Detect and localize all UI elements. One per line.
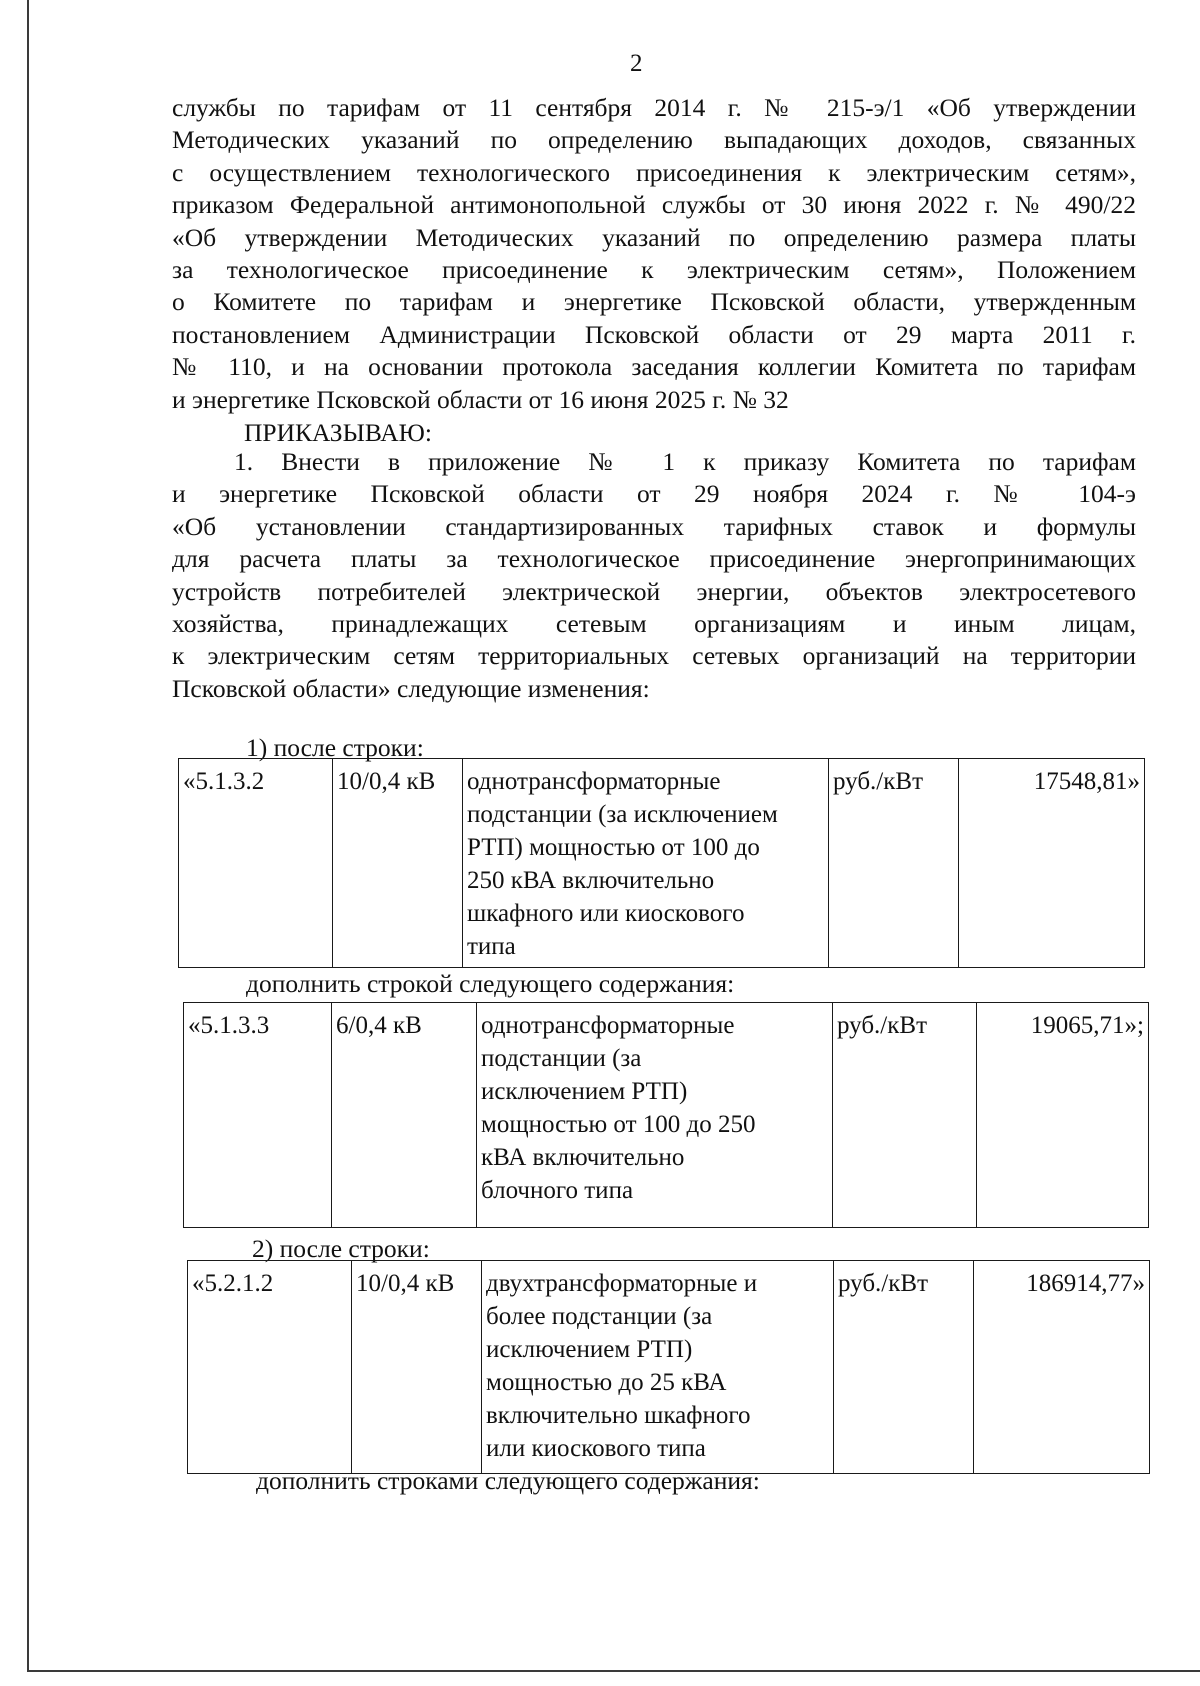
description-line: подстанции (за исключением <box>467 801 778 828</box>
description-line: 250 кВА включительно <box>467 867 715 894</box>
after-row-label-2: 2) после строки: <box>252 1234 430 1263</box>
text-line: и энергетике Псковской области от 29 ноября 2024 г. № 104-э <box>172 479 1136 509</box>
description-line: включительно шкафного <box>486 1402 751 1429</box>
text-line: для расчета платы за технологическое присоединение энергопринимающих <box>172 544 1136 574</box>
description-line: однотрансформаторные <box>481 1012 735 1039</box>
row-voltage: 10/0,4 кВ <box>333 759 463 968</box>
row-code: «5.1.3.3 <box>184 1003 332 1228</box>
row-code: «5.1.3.2 <box>179 759 333 968</box>
text-line: с осуществлением технологического присоединения к электрическим сетям», <box>172 157 1136 187</box>
description-line: двухтрансформаторные и <box>486 1270 758 1297</box>
table-row <box>179 759 1145 968</box>
text-line: № 110, и на основании протокола заседания коллегии Комитета по тарифам <box>172 352 1136 382</box>
tariff-table-2 <box>183 1002 1149 1228</box>
text-line: приказом Федеральной антимонопольной службы от 30 июня 2022 г. № 490/22 <box>172 190 1136 220</box>
description-line: исключением РТП) <box>481 1078 688 1105</box>
description-line: однотрансформаторные <box>467 768 721 795</box>
description-line: РТП) мощностью от 100 до <box>467 834 760 861</box>
tariff-table-1 <box>178 758 1145 968</box>
order-heading: ПРИКАЗЫВАЮ: <box>244 418 432 447</box>
row-unit: руб./кВт <box>829 759 959 968</box>
add-row-label-1: дополнить строкой следующего содержания: <box>246 969 735 998</box>
table-row <box>184 1003 1149 1228</box>
row-code: «5.2.1.2 <box>188 1261 352 1474</box>
text-line: о Комитете по тарифам и энергетике Псковской области, утвержденным <box>172 287 1136 317</box>
page-left-border <box>27 0 29 1672</box>
description-line: более подстанции (за <box>486 1303 713 1330</box>
text-line: «Об установлении стандартизированных тарифных ставок и формулы <box>172 511 1136 541</box>
item-1-paragraph <box>172 446 1136 705</box>
row-description <box>482 1261 834 1474</box>
intro-paragraph <box>172 92 1136 416</box>
description-line: мощностью до 25 кВА <box>486 1369 727 1396</box>
description-line: мощностью от 100 до 250 <box>481 1111 756 1138</box>
add-rows-label-2: дополнить строками следующего содержания: <box>256 1466 760 1495</box>
table-row <box>188 1261 1150 1474</box>
description-line: шкафного или киоскового <box>467 900 745 927</box>
text-line: хозяйства, принадлежащих сетевым организациям и иным лицам, <box>172 609 1136 639</box>
description-line: или киоскового типа <box>486 1435 706 1462</box>
description-line: подстанции (за <box>481 1045 642 1072</box>
text-line: за технологическое присоединение к электрическим сетям», Положением <box>172 255 1136 285</box>
page-number: 2 <box>630 50 643 77</box>
row-unit: руб./кВт <box>834 1261 974 1474</box>
text-line: Псковской области» следующие изменения: <box>172 673 650 703</box>
description-line: кВА включительно <box>481 1144 685 1171</box>
text-line: к электрическим сетям территориальных сетевых организаций на территории <box>172 641 1136 671</box>
row-value: 17548,81» <box>959 759 1145 968</box>
row-description <box>477 1003 833 1228</box>
row-description <box>463 759 829 968</box>
text-line: постановлением Администрации Псковской области от 29 марта 2011 г. <box>172 319 1136 349</box>
after-row-label-1: 1) после строки: <box>246 733 424 762</box>
description-line: блочного типа <box>481 1177 634 1204</box>
row-value: 186914,77» <box>974 1261 1150 1474</box>
row-voltage: 10/0,4 кВ <box>352 1261 482 1474</box>
page-bottom-border <box>27 1670 1200 1672</box>
row-value: 19065,71»; <box>977 1003 1149 1228</box>
text-line: устройств потребителей электрической энергии, объектов электросетевого <box>172 576 1136 606</box>
text-line: службы по тарифам от 11 сентября 2014 г. № 215-э/1 «Об утверждении <box>172 93 1136 122</box>
text-line: и энергетике Псковской области от 16 июня 2025 г. № 32 <box>172 384 789 414</box>
description-line: исключением РТП) <box>486 1336 693 1363</box>
tariff-table-3 <box>187 1260 1150 1474</box>
text-line: «Об утверждении Методических указаний по определению размера платы <box>172 222 1136 252</box>
text-line: Методических указаний по определению выпадающих доходов, связанных <box>172 125 1136 155</box>
row-voltage: 6/0,4 кВ <box>332 1003 477 1228</box>
description-line: типа <box>467 933 516 960</box>
row-unit: руб./кВт <box>833 1003 977 1228</box>
text-line: 1. Внести в приложение № 1 к приказу Комитета по тарифам <box>234 447 1136 476</box>
